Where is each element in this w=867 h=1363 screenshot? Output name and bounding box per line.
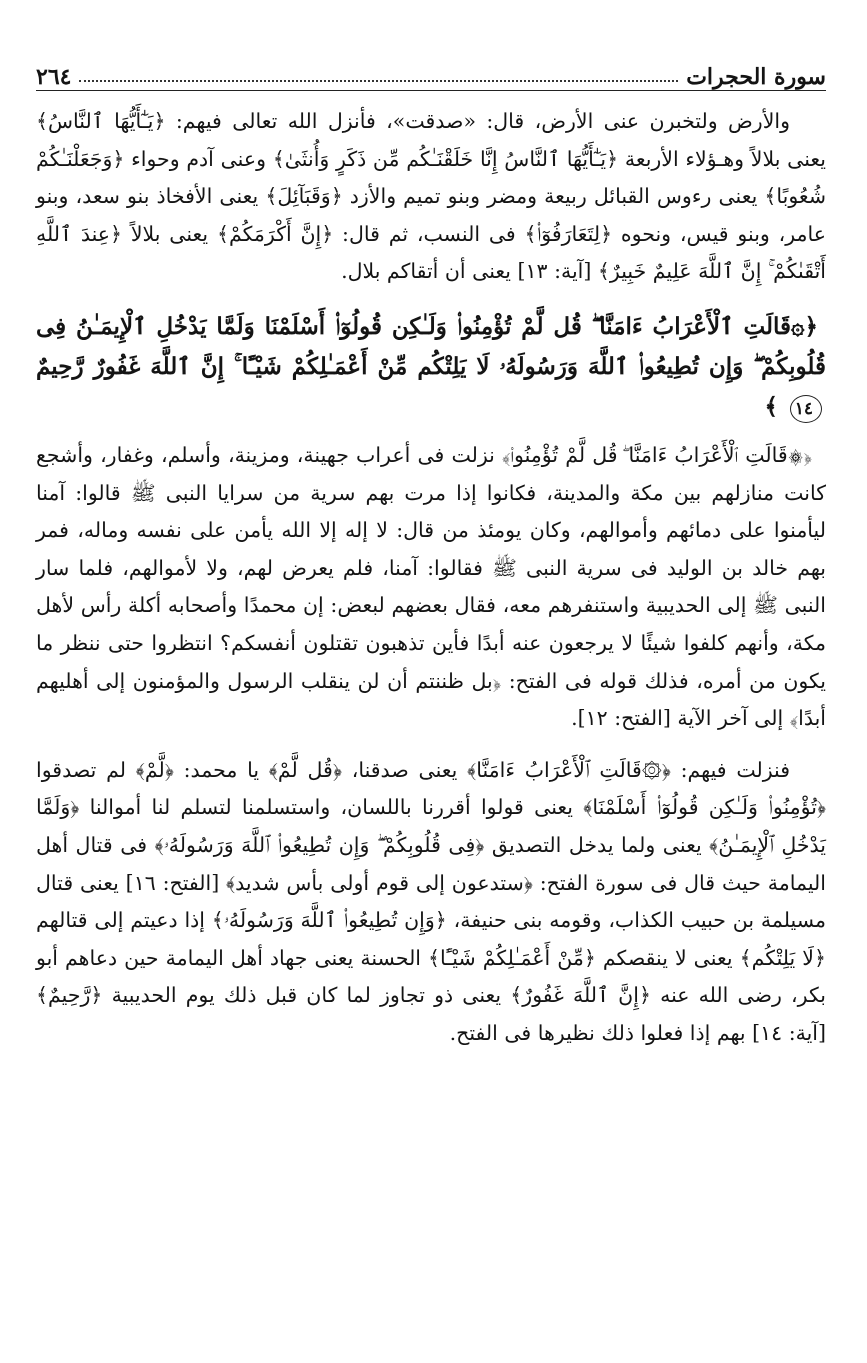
- dotted-leader: [79, 79, 678, 82]
- surah-title: سورة الحجرات: [686, 64, 826, 90]
- paragraph-text: ﴿۞قَالَتِ ٱلْأَعْرَابُ ءَامَنَّا ۖ قُل لَّمْ تُؤْمِنُوا۟﴾ نزلت فى أعراب جهينة، ومزينة، وأسلم، وغفار، وأشجع كانت منازلهم بين مكة والمدينة، فكانوا إذا مرت بهم سرية من سرايا النبى ﷺ قالوا: آمنا ليأمنوا على دمائهم وأموالهم، وكان يومئذ من قال: لا إله إلا الله يأمن على نفسه وماله، فمر بهم خالد بن الوليد فى سرية النبى ﷺ فقالوا: آمنا، فلم يعرض لهم، ولا لأموالهم، فلما سار النبى ﷺ إلى الحديبية واستنفرهم معه، فقال بعضهم لبعض: إن محمدًا وأصحابه أكلة رأس لأهل مكة، وأنهم كلفوا شيئًا لا يرجعون عنه أبدًا فأين تذهبون تقتلون أنفسكم؟ انتظروا حتى ننظر ما يكون من أمره، فذلك قوله فى الفتح: ﴿بل ظننتم أن لن ينقلب الرسول والمؤمنون إلى أهليهم أبدًا﴾ إلى آخر الآية [الفتح: ١٢].: [36, 442, 826, 731]
- quran-verse-block: [36, 307, 826, 427]
- paragraph-text: والأرض ولتخبرن عنى الأرض، قال: «صدقت»، فأنزل الله تعالى فيهم: ﴿يَـٰٓأَيُّهَا ٱلنَّاسُ﴾ يعنى بلالاً وهـؤلاء الأربعة ﴿يَـٰٓأَيُّهَا ٱلنَّاسُ إِنَّا خَلَقْنَـٰكُم مِّن ذَكَرٍ وَأُنثَىٰ﴾ وعنى آدم وحواء ﴿وَجَعَلْنَـٰكُمْ شُعُوبًا﴾ يعنى رءوس القبائل ربيعة ومضر وبنو تميم والأزد ﴿وَقَبَآئِلَ﴾ يعنى الأفخاذ بنو سعد، وبنو عامر، وبنو قيس، ونحوه ﴿لِتَعَارَفُوٓا۟﴾ فى النسب، ثم قال: ﴿إِنَّ أَكْرَمَكُمْ﴾ يعنى بلالاً ﴿عِندَ ٱللَّهِ أَتْقَىٰكُمْ ۚ إِنَّ ٱللَّهَ عَلِيمٌ خَبِيرٌ﴾ [آية: ١٣] يعنى أن أتقاكم بلال.: [36, 109, 826, 284]
- commentary-paragraph-2: [36, 437, 826, 738]
- verse-number-medallion: ١٤: [790, 395, 822, 423]
- paragraph-text: فنزلت فيهم: ﴿۞قَالَتِ ٱلْأَعْرَابُ ءَامَنَّا﴾ يعنى صدقنا، ﴿قُل لَّمْ﴾ يا محمد: ﴿لَّمْ﴾ لم تصدقوا ﴿تُؤْمِنُوا۟ وَلَـٰكِن قُولُوٓا۟ أَسْلَمْنَا﴾ يعنى قولوا أقررنا باللسان، واستسلمنا لتسلم لنا أموالنا ﴿وَلَمَّا يَدْخُلِ ٱلْإِيمَـٰنُ﴾ يعنى ولما يدخل التصديق ﴿فِى قُلُوبِكُمْ ۖ وَإِن تُطِيعُوا۟ ٱللَّهَ وَرَسُولَهُۥ﴾ فى قتال أهل اليمامة حيث قال فى سورة الفتح: ﴿ستدعون إلى قوم أولى بأس شديد﴾ [الفتح: ١٦] يعنى قتال مسيلمة بن حبيب الكذاب، وقومه بنى حنيفة، ﴿وَإِن تُطِيعُوا۟ ٱللَّهَ وَرَسُولَهُۥ﴾ إذا دعيتم إلى قتالهم ﴿لَا يَلِتْكُم﴾ يعنى لا ينقصكم ﴿مِّنْ أَعْمَـٰلِكُمْ شَيْـًٔا﴾ الحسنة يعنى جهاد أهل اليمامة حين دعاهم أبو بكر، رضى الله عنه ﴿إِنَّ ٱللَّهَ غَفُورٌ﴾ يعنى ذو تجاوز لما كان قبل ذلك يوم الحديبية ﴿رَّحِيمٌ﴾ [آية: ١٤] بهم إذا فعلوا ذلك نظيرها فى الفتح.: [36, 757, 826, 1045]
- commentary-paragraph-3: [36, 752, 826, 1053]
- book-page: [36, 56, 826, 1336]
- page-number: ٢٦٤: [36, 64, 72, 90]
- verse-close-bracket: ﴾: [764, 392, 778, 420]
- verse-text: ﴿۞قَالَتِ ٱلْأَعْرَابُ ءَامَنَّا ۖ قُل لَّمْ تُؤْمِنُوا۟ وَلَـٰكِن قُولُوٓا۟ أَسْلَمْنَا وَلَمَّا يَدْخُلِ ٱلْإِيمَـٰنُ فِى قُلُوبِكُمْ ۖ وَإِن تُطِيعُوا۟ ٱللَّهَ وَرَسُولَهُۥ لَا يَلِتْكُم مِّنْ أَعْمَـٰلِكُمْ شَيْـًٔا ۚ إِنَّ ٱللَّهَ غَفُورٌ رَّحِيمٌ: [36, 312, 826, 380]
- commentary-paragraph-1: [36, 103, 826, 291]
- running-header: [36, 56, 826, 91]
